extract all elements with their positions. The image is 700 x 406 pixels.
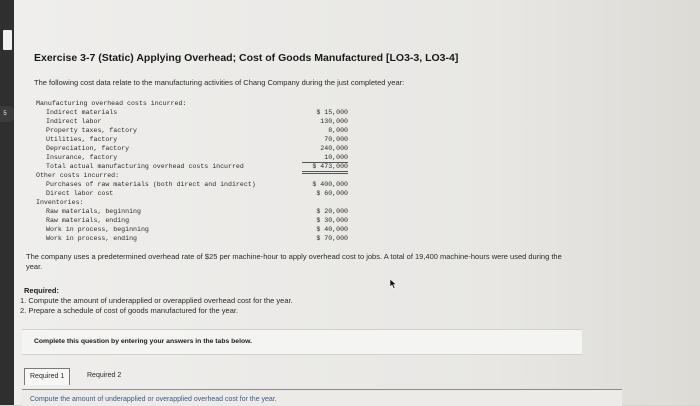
overhead-item-amount: 10,000 xyxy=(302,153,348,163)
inventory-amount: $ 70,000 xyxy=(316,235,348,242)
other-costs-header: Other costs incurred: xyxy=(36,172,120,179)
tab-prompt-strip xyxy=(22,389,622,406)
overhead-item-amount: 8,000 xyxy=(328,127,348,134)
cost-data-labels xyxy=(36,99,306,249)
overhead-item-amount: 240,000 xyxy=(320,145,348,152)
overhead-rate-paragraph: The company uses a predetermined overhead rate of $25 per machine-hour to apply overhead cost to jobs. A total of 19,400 machine-hours were used during the year. xyxy=(26,252,562,271)
other-cost-label: Purchases of raw materials (both direct and indirect) xyxy=(46,181,256,188)
tab-required-2[interactable]: Required 2 xyxy=(87,372,122,379)
overhead-item-label: Insurance, factory xyxy=(46,154,118,161)
score-badge: 5 xyxy=(0,106,16,122)
overhead-item-amount: $ 15,000 xyxy=(316,109,348,116)
mouse-pointer-icon xyxy=(390,279,398,289)
overhead-item-label: Property taxes, factory xyxy=(46,127,138,134)
overhead-item-label: Utilities, factory xyxy=(46,136,118,143)
overhead-item-label: Indirect materials xyxy=(46,109,118,116)
inventory-label: Work in process, beginning xyxy=(46,226,149,233)
required-item-1: 1. Compute the amount of underapplied or overapplied overhead cost for the year. xyxy=(20,296,293,305)
other-cost-amount: $ 60,000 xyxy=(316,190,348,197)
total-overhead-label: Total actual manufacturing overhead costs incurred xyxy=(46,163,244,170)
tab-required-1[interactable]: Required 1 xyxy=(24,368,70,385)
exercise-title: Exercise 3-7 (Static) Applying Overhead; Cost of Goods Manufactured [LO3-3, LO3-4] xyxy=(34,52,459,64)
overhead-item-amount: 70,000 xyxy=(324,136,348,143)
inventories-header: Inventories: xyxy=(36,199,84,206)
inventory-label: Raw materials, beginning xyxy=(46,208,141,215)
left-edge-bar xyxy=(0,0,14,405)
required-heading: Required: xyxy=(24,286,60,295)
exercise-intro: The following cost data relate to the manufacturing activities of Chang Company during the just completed year: xyxy=(34,78,405,87)
other-cost-label: Direct labor cost xyxy=(46,190,114,197)
instruction-banner xyxy=(22,329,582,355)
exercise-page xyxy=(14,0,700,405)
overhead-item-amount: 130,000 xyxy=(320,118,348,125)
inventory-amount: $ 30,000 xyxy=(316,217,348,224)
inventory-label: Raw materials, ending xyxy=(46,217,130,224)
inventory-amount: $ 20,000 xyxy=(316,208,348,215)
instruction-text: Complete this question by entering your answers in the tabs below. xyxy=(34,338,253,345)
inventory-amount: $ 40,000 xyxy=(316,226,348,233)
overhead-item-label: Depreciation, factory xyxy=(46,145,130,152)
overhead-header: Manufacturing overhead costs incurred: xyxy=(36,100,187,107)
tab-prompt-text: Compute the amount of underapplied or overapplied overhead cost for the year. xyxy=(30,396,277,403)
required-item-2: 2. Prepare a schedule of cost of goods manufactured for the year. xyxy=(20,306,239,315)
overhead-item-label: Indirect labor xyxy=(46,118,102,125)
bookmark-icon xyxy=(3,30,12,50)
other-cost-amount: $ 400,000 xyxy=(312,181,348,188)
total-overhead-amount: $ 473,000 xyxy=(302,162,348,174)
cost-data-amounts xyxy=(302,99,352,249)
answer-tabs xyxy=(24,368,324,388)
inventory-label: Work in process, ending xyxy=(46,235,138,242)
